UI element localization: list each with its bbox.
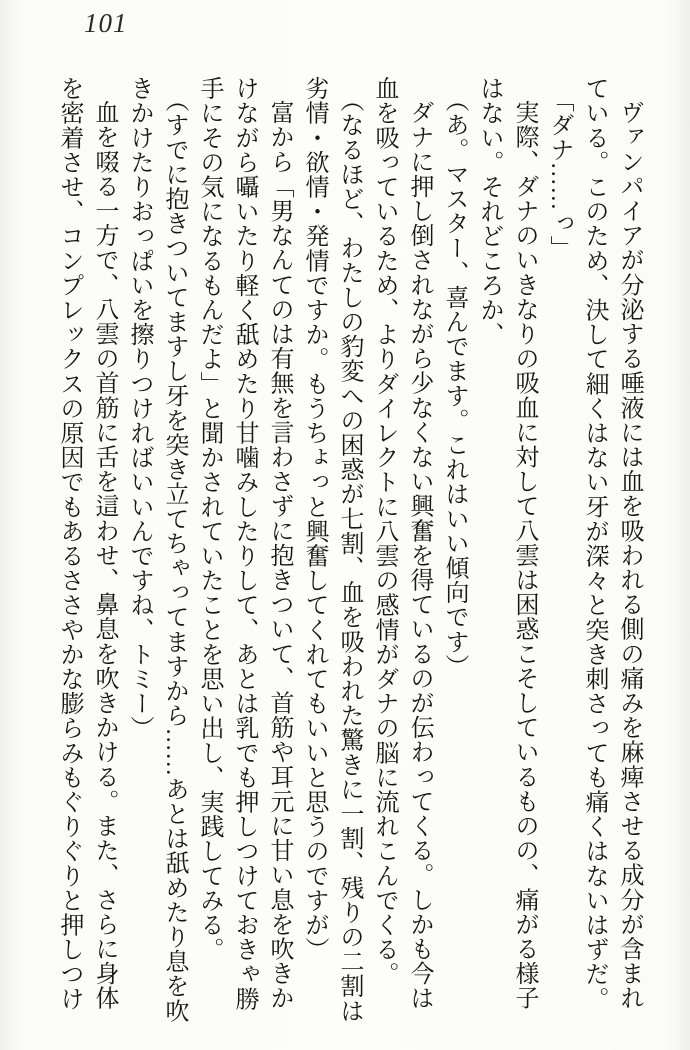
page-number: 101	[84, 8, 128, 38]
text-line: 富から「男なんてのは有無を言わさずに抱きついて、首筋や耳元に甘い息を吹きか	[266, 100, 292, 1011]
text-line: ている。このため、決して細くはない牙が深々と突き刺さっても痛くはないはずだ。	[581, 76, 607, 1011]
vertical-text-block	[51, 76, 646, 1021]
text-line: を密着させ、コンプレックスの原因でもあるささやかな膨らみもぐりぐりと押しつけ	[56, 76, 82, 1011]
text-line: けながら囁いたり軽く舐めたり甘噛みしたりして、あとは乳でも押しつけておきゃ勝	[231, 76, 257, 1011]
text-line: 手にその気になるもんだよ」と聞かされていたことを思い出し、実践してみる。	[196, 76, 222, 962]
text-line: 劣情・欲情・発情ですか。もうちょっと興奮してくれてもいいと思うのですが）	[301, 76, 327, 962]
text-line: 実際、ダナのいきなりの吸血に対して八雲は困惑こそしているものの、痛がる様子	[511, 100, 537, 1011]
text-line: （あ。マスター、喜んでます。これはいい傾向です）	[441, 88, 467, 679]
text-line: （すでに抱きついてますし牙を突き立てちゃってますから……あとは舐めたり息を吹	[161, 88, 187, 1023]
text-line: ヴァンパイアが分泌する唾液には血を吸われる側の痛みを麻痺させる成分が含まれ	[616, 100, 642, 1011]
text-line: （なるほど、わたしの豹変への困惑が七割、血を吸われた驚きに一割、残りの二割は	[336, 88, 362, 1023]
text-line: ダナに押し倒されながら少なくない興奮を得ているのが伝わってくる。しかも今は	[406, 100, 432, 1011]
text-line: 「ダナ……っ」	[546, 88, 572, 261]
text-line: 血を啜る一方で、八雲の首筋に舌を這わせ、鼻息を吹きかける。また、さらに身体	[91, 100, 117, 1011]
text-line: はない。それどころか、	[476, 76, 502, 347]
text-line: きかけたりおっぱいを擦りつければいいんですね、トミー）	[126, 76, 152, 741]
text-line: 血を吸っているため、よりダイレクトに八雲の感情がダナの脳に流れこんでくる。	[371, 76, 397, 987]
